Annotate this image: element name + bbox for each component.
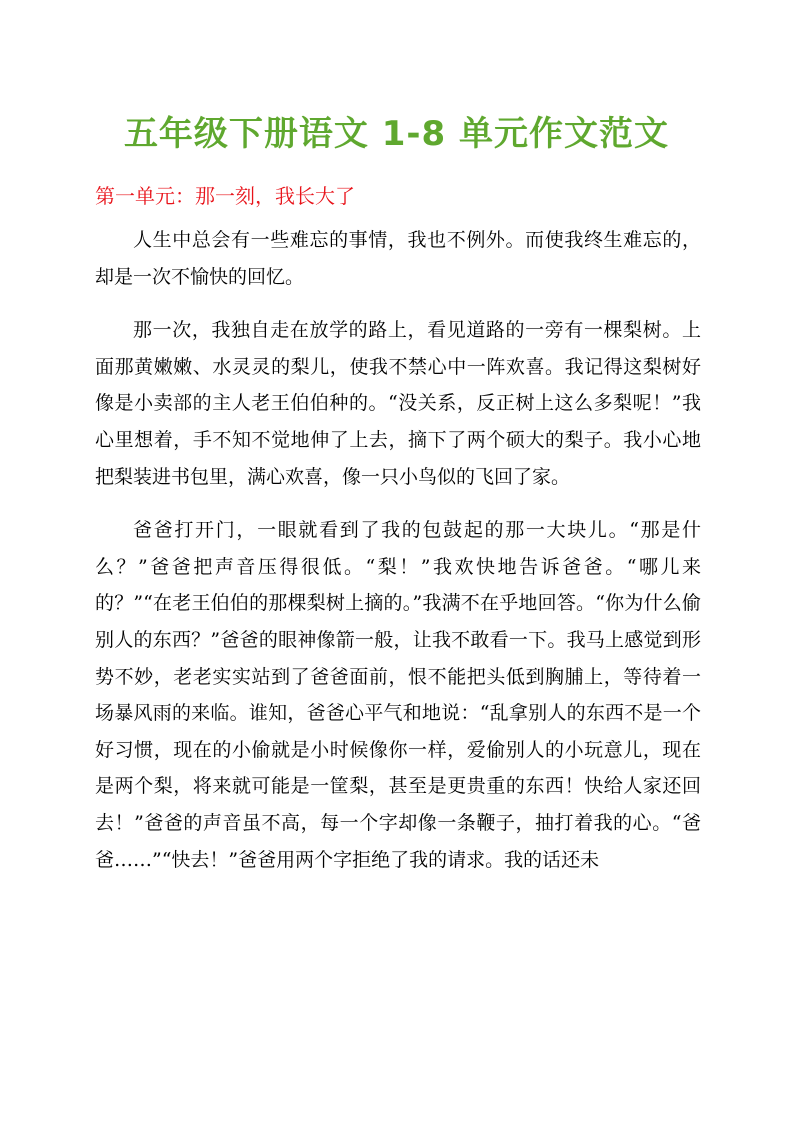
paragraph: 那一次，我独自走在放学的路上，看见道路的一旁有一棵梨树。上面那黄嫩嫩、水灵灵的梨儿，使我不禁心中一阵欢喜。我记得这梨树好像是小卖部的主人老王伯伯种的。“没关系，反正树上这么多梨呢！”我心里想着，手不知不觉地伸了上去，摘下了两个硕大的梨子。我小心地把梨装进书包里，满心欢喜，像一只小鸟似的飞回了家。 [95,319,701,488]
paragraph: 人生中总会有一些难忘的事情，我也不例外。而使我终生难忘的，却是一次不愉快的回忆。 [95,229,701,288]
essay-body [95,222,701,895]
document-title: 五年级下册语文 1-8 单元作文范文 [123,114,670,154]
section-heading: 第一单元：那一刻，我长大了 [95,184,355,208]
paragraph: 爸爸打开门，一眼就看到了我的包鼓起的那一大块儿。“那是什么？”爸爸把声音压得很低。“梨！”我欢快地告诉爸爸。“哪儿来的？”“在老王伯伯的那棵梨树上摘的。”我满不在乎地回答。“你为什么偷别人的东西？”爸爸的眼神像箭一般，让我不敢看一下。我马上感觉到形势不妙，老老实实站到了爸爸面前，恨不能把头低到胸脯上，等待着一场暴风雨的来临。谁知，爸爸心平气和地说：“乱拿别人的东西不是一个好习惯，现在的小偷就是小时候像你一样，爱偷别人的小玩意儿，现在是两个梨，将来就可能是一筐梨，甚至是更贵重的东西！快给人家还回去！”爸爸的声音虽不高，每一个字却像一条鞭子，抽打着我的心。“爸爸……”“快去！”爸爸用两个字拒绝了我的请求。我的话还未 [95,519,701,871]
